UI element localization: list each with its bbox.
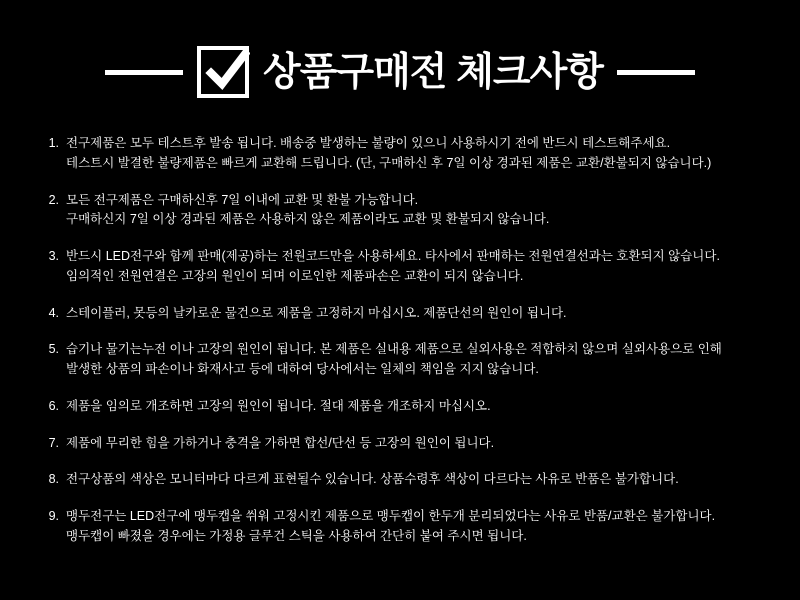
list-item xyxy=(44,247,756,287)
list-item-number: 4. xyxy=(48,305,59,320)
list-item-number: 6. xyxy=(48,398,59,413)
header-left-rule xyxy=(105,70,183,75)
list-item-body xyxy=(66,340,756,380)
list-item-line: 맹두캡이 빠졌을 경우에는 가정용 글루건 스틱을 사용하여 간단히 붙여 주시면 됩니다. xyxy=(66,528,527,543)
list-item-line: 스테이플러, 못등의 날카로운 물건으로 제품을 고정하지 마십시오. 제품단선의 원인이 됩니다. xyxy=(66,305,567,320)
list-item xyxy=(44,340,756,380)
list-item xyxy=(44,434,756,454)
notice-list xyxy=(0,134,800,547)
list-item xyxy=(44,191,756,231)
list-item xyxy=(44,304,756,324)
header-right-rule xyxy=(617,70,695,75)
list-item xyxy=(44,134,756,174)
list-item-line: 구매하신지 7일 이상 경과된 제품은 사용하지 않은 제품이라도 교환 및 환불되지 않습니다. xyxy=(66,212,550,227)
check-mark-icon xyxy=(197,46,249,98)
page-header xyxy=(0,0,800,98)
list-item xyxy=(44,470,756,490)
list-item xyxy=(44,507,756,547)
list-item-line: 반드시 LED전구와 함께 판매(제공)하는 전원코드만을 사용하세요. 타사에서 판매하는 전원연결선과는 호환되지 않습니다. xyxy=(66,249,720,263)
list-item-number: 8. xyxy=(48,472,59,487)
list-item-line: 맹두전구는 LED전구에 맹두캡을 쒸워 고정시킨 제품으로 맹두캡이 한두개 분리되었다는 사유로 반품/교환은 불가합니다. xyxy=(66,509,716,523)
list-item-line: 전구상품의 색상은 모니터마다 다르게 표현될수 있습니다. 상품수령후 색상이 다르다는 사유로 반품은 불가합니다. xyxy=(66,472,679,487)
list-item-line: 임의적인 전원연결은 고장의 원인이 되며 이로인한 제품파손은 교환이 되지 않습니다. xyxy=(66,268,524,283)
list-item-body xyxy=(66,507,756,547)
list-item xyxy=(44,397,756,417)
list-item-line: 제품을 임의로 개조하면 고장의 원인이 됩니다. 절대 제품을 개조하지 마십시오. xyxy=(66,398,491,413)
list-item-line: 발생한 상품의 파손이나 화재사고 등에 대하여 당사에서는 일체의 책임을 지지 않습니다. xyxy=(66,362,539,376)
list-item-body xyxy=(66,434,756,454)
page-title: 상품구매전 체크사항 xyxy=(263,50,603,94)
list-item-number: 5. xyxy=(48,342,59,357)
list-item-number: 1. xyxy=(48,136,59,150)
list-item-line: 테스트시 발결한 불량제품은 빠르게 교환해 드립니다. (단, 구매하신 후 7일 이상 경과된 제품은 교환/환불되지 않습니다.) xyxy=(66,155,712,170)
list-item-line: 습기나 물기는누전 이나 고장의 원인이 됩니다. 본 제품은 실내용 제품으로 실외사용은 적합하치 않으며 실외사용으로 인해 xyxy=(66,342,722,357)
list-item-line: 모든 전구제품은 구매하신후 7일 이내에 교환 및 환불 가능합니다. xyxy=(66,192,419,207)
list-item-body xyxy=(66,134,756,174)
list-item-number: 3. xyxy=(48,249,59,263)
list-item-number: 9. xyxy=(48,509,59,523)
list-item-body xyxy=(66,247,756,287)
list-item-line: 전구제품은 모두 테스트후 발송 됩니다. 배송중 발생하는 불량이 있으니 사용하시기 전에 반드시 테스트해주세요. xyxy=(66,136,671,150)
list-item-number: 2. xyxy=(48,192,59,207)
list-item-body xyxy=(66,470,756,490)
list-item-body xyxy=(66,191,756,231)
list-item-body xyxy=(66,397,756,417)
list-item-body xyxy=(66,304,756,324)
list-item-number: 7. xyxy=(48,435,59,450)
list-item-line: 제품에 무리한 힘을 가하거나 충격을 가하면 합선/단선 등 고장의 원인이 됩니다. xyxy=(66,435,495,450)
